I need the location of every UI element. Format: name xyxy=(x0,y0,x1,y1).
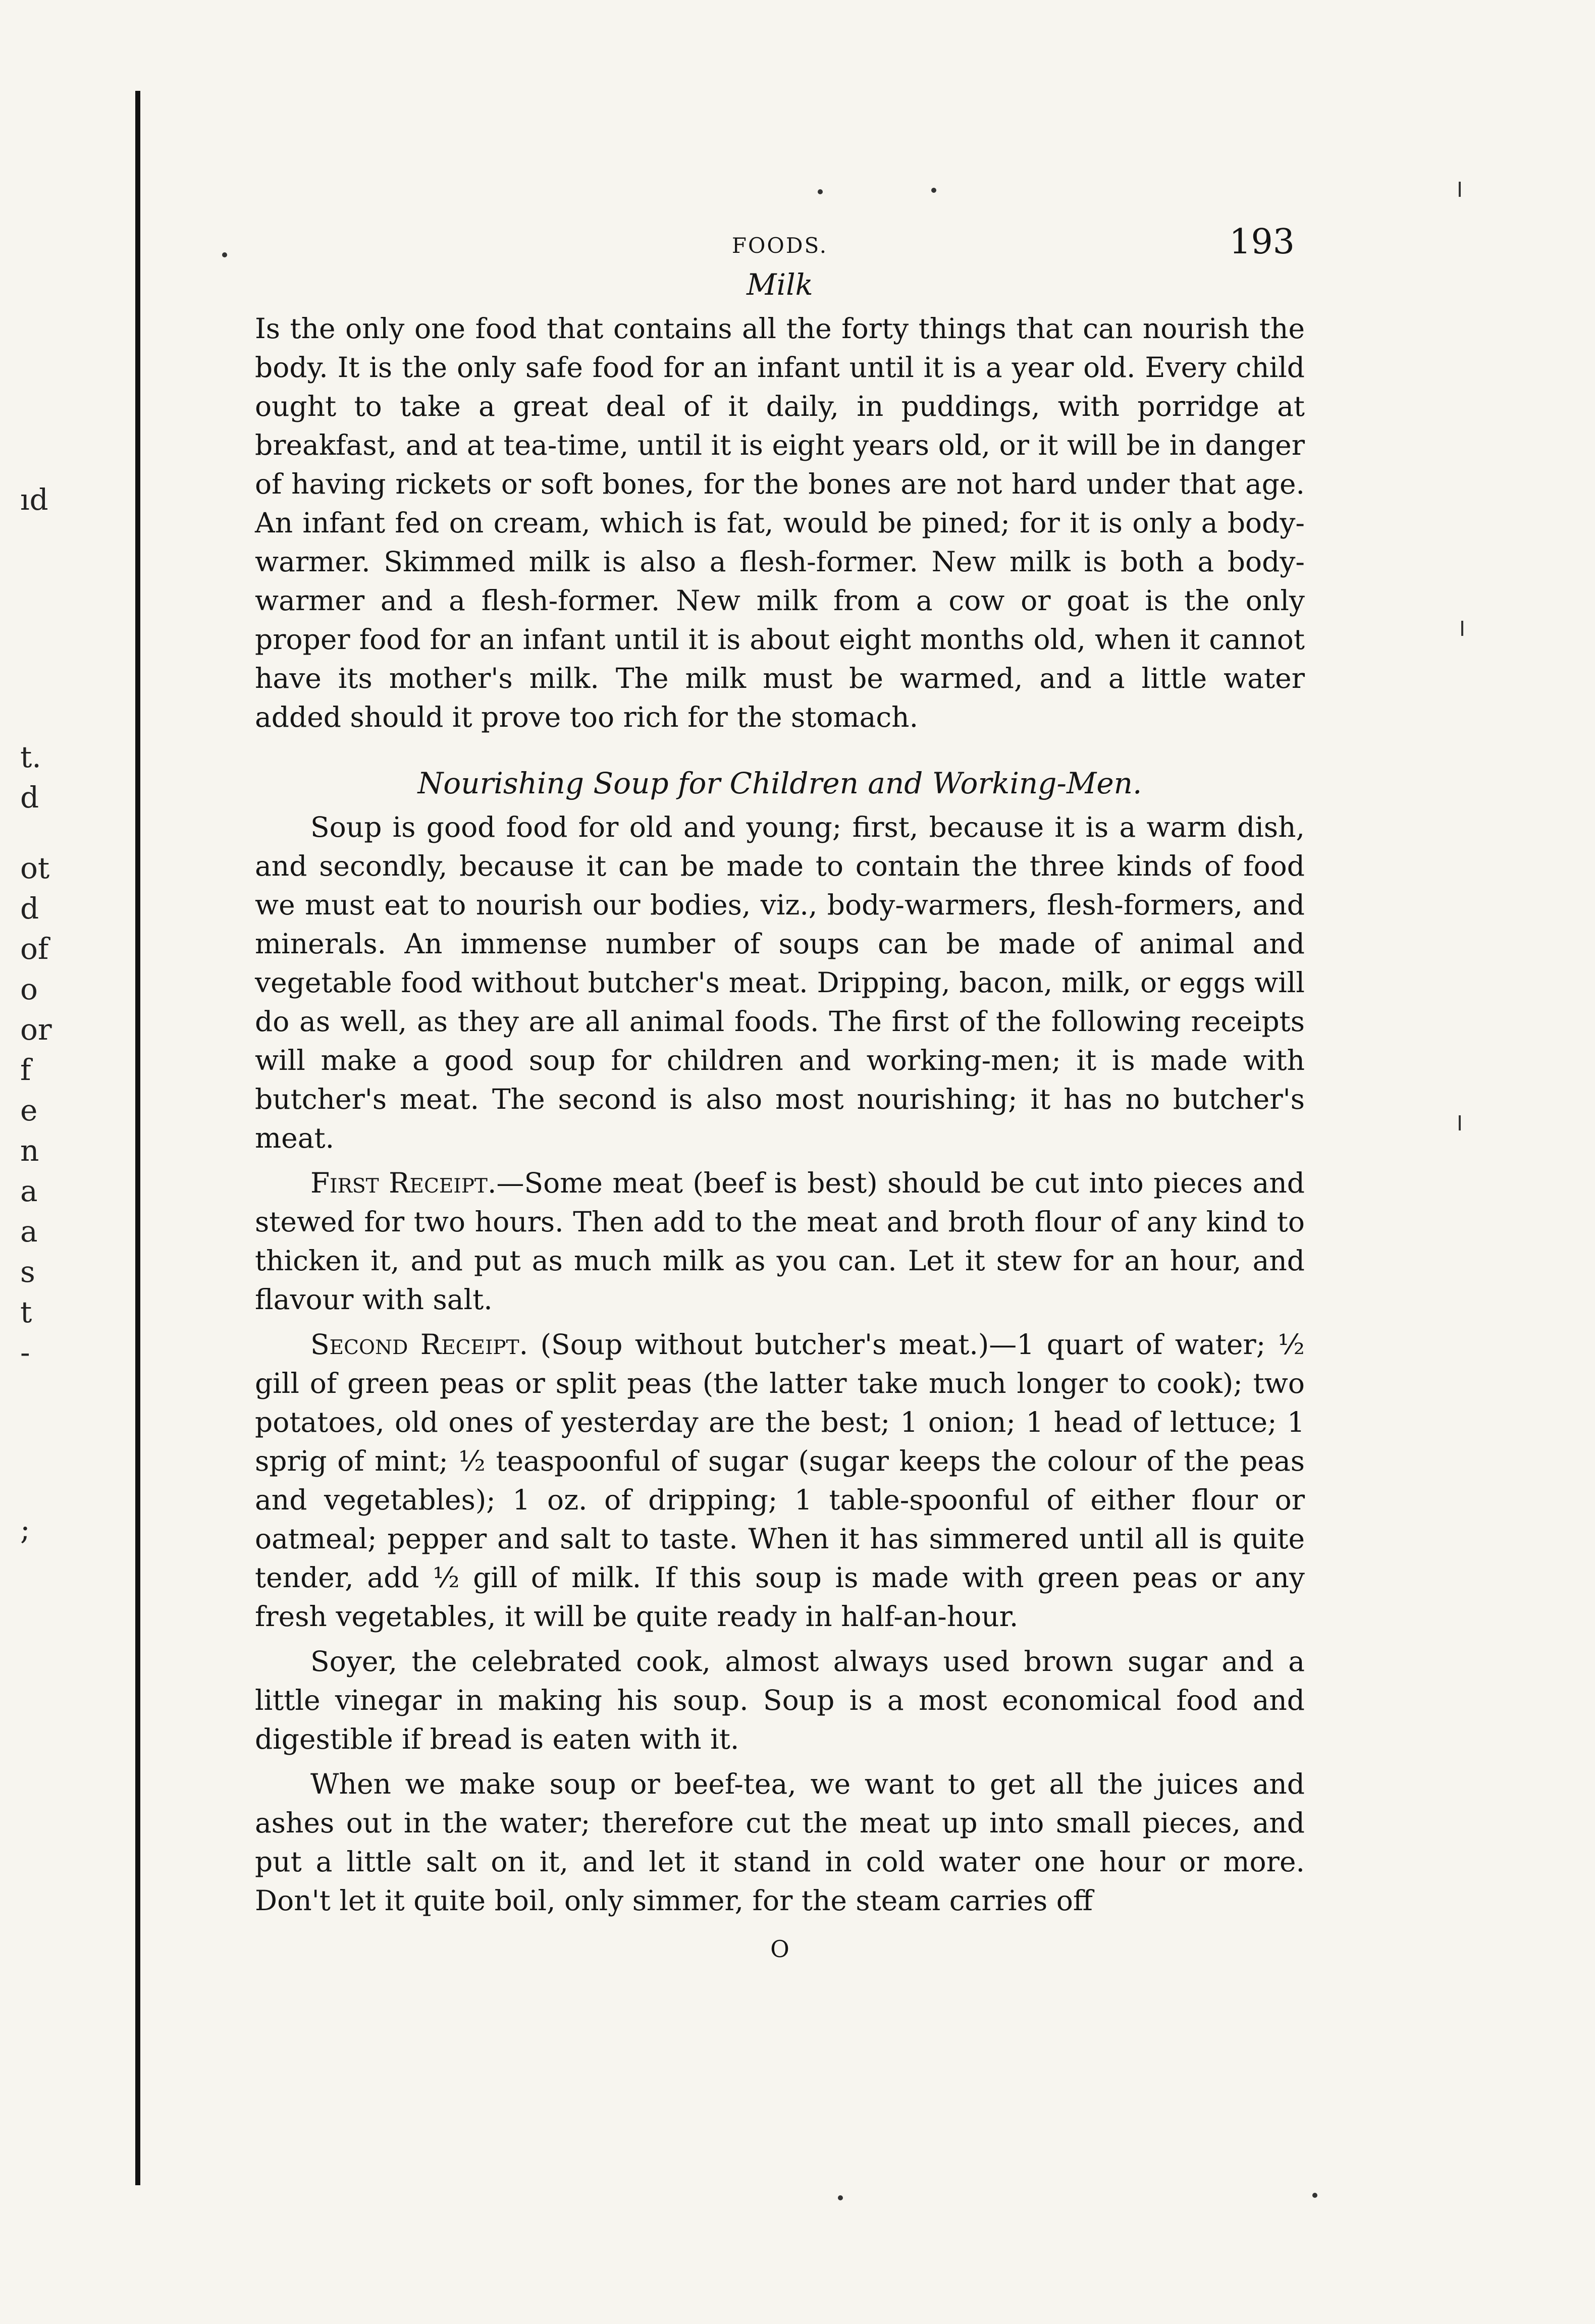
signature-mark: O xyxy=(770,1935,789,1963)
margin-fragment: t. xyxy=(20,740,41,774)
second-receipt-label: Second Receipt. xyxy=(310,1328,528,1361)
speck xyxy=(818,189,823,194)
margin-fragment: d xyxy=(20,780,39,815)
margin-fragment: s xyxy=(20,1255,35,1289)
speck xyxy=(838,2195,843,2200)
first-receipt-paragraph xyxy=(255,1164,1305,1319)
page-number: 193 xyxy=(1229,222,1295,262)
book-page xyxy=(255,212,1305,1963)
margin-fragment: o xyxy=(20,972,38,1006)
first-receipt-label: First Receipt. xyxy=(310,1167,497,1199)
speck xyxy=(931,188,936,193)
margin-fragment: ot xyxy=(20,851,50,885)
first-receipt-text: —Some meat (beef is best) should be cut into pieces and stewed for two hours. Then add to the meat and broth flour of any kind to thicken it, and put as much milk as you can. Let it stew for an hour, and flavour with salt. xyxy=(255,1167,1305,1316)
speck xyxy=(1459,1115,1461,1130)
speck xyxy=(1459,182,1461,197)
soup-intro-paragraph: Soup is good food for old and young; first, because it is a warm dish, and secondly, because it can be made to contain the three kinds of food we must eat to nourish our bodies, viz., body-warmers, flesh-formers, and minerals. An immense number of soups can be made of animal and vegetable food without butcher's meat. Dripping, bacon, milk, or eggs will do as well, as they are all animal foods. The first of the following receipts will make a good soup for children and working-men; it is made with butcher's meat. The second is also most nourishing; it has no butcher's meat. xyxy=(255,811,1305,1154)
binding-edge xyxy=(135,91,140,2185)
margin-fragment: d xyxy=(20,891,39,926)
running-head xyxy=(255,212,1305,262)
soyer-paragraph: Soyer, the celebrated cook, almost always used brown sugar and a little vinegar in making his soup. Soup is a most economical food and digestible if bread is eaten with it. xyxy=(255,1645,1305,1755)
margin-fragment: n xyxy=(20,1133,39,1168)
speck xyxy=(222,252,227,257)
milk-heading: Milk xyxy=(747,267,813,302)
margin-fragment: f xyxy=(20,1053,31,1087)
running-title: FOODS. xyxy=(731,233,828,258)
second-receipt-paragraph xyxy=(255,1325,1305,1636)
margin-fragment: a xyxy=(20,1174,38,1208)
beef-tea-paragraph: When we make soup or beef-tea, we want to get all the juices and ashes out in the water; therefore cut the meat up into small pieces, and put a little salt on it, and let it stand in cold water one hour or more. Don't let it quite boil, only simmer, for the steam carries off xyxy=(255,1768,1305,1917)
second-receipt-text: (Soup without butcher's meat.)—1 quart of water; ½ gill of green peas or split peas (the latter take much longer to cook); two potatoes, old ones of yesterday are the best; 1 onion; 1 head of lettuce; 1 sprig of mint; ½ teaspoonful of sugar (sugar keeps the colour of the peas and vegetables); 1 oz. of dripping; 1 table-spoonful of either flour or oatmeal; pepper and salt to taste. When it has simmered until all is quite tender, add ½ gill of milk. If this soup is made with green peas or any fresh vegetables, it will be quite ready in half-an-hour. xyxy=(255,1328,1305,1633)
margin-fragment: ; xyxy=(20,1512,30,1546)
margin-fragment: - xyxy=(20,1335,30,1370)
soup-heading: Nourishing Soup for Children and Working-Men. xyxy=(417,766,1142,800)
margin-fragment: t xyxy=(20,1295,32,1329)
margin-fragment: ıd xyxy=(20,482,48,517)
speck xyxy=(1461,621,1463,636)
milk-paragraph: Is the only one food that contains all the forty things that can nourish the body. It is the only safe food for an infant until it is a year old. Every child ought to take a great deal of it daily, in puddings, with porridge at breakfast, and at tea-time, until it is eight years old, or it will be in danger of having rickets or soft bones, for the bones are not hard under that age. An infant fed on cream, which is fat, would be pined; for it is only a body-warmer. Skimmed milk is also a flesh-former. New milk is both a body-warmer and a flesh-former. New milk from a cow or goat is the only proper food for an infant until it is about eight months old, when it cannot have its mother's milk. The milk must be warmed, and a little water added should it prove too rich for the stomach. xyxy=(255,312,1305,733)
margin-fragment: a xyxy=(20,1214,38,1249)
margin-fragment: or xyxy=(20,1012,52,1047)
speck xyxy=(1312,2193,1317,2198)
margin-fragment: e xyxy=(20,1093,38,1127)
margin-fragment: of xyxy=(20,932,49,966)
left-margin-fragments xyxy=(20,479,76,1549)
